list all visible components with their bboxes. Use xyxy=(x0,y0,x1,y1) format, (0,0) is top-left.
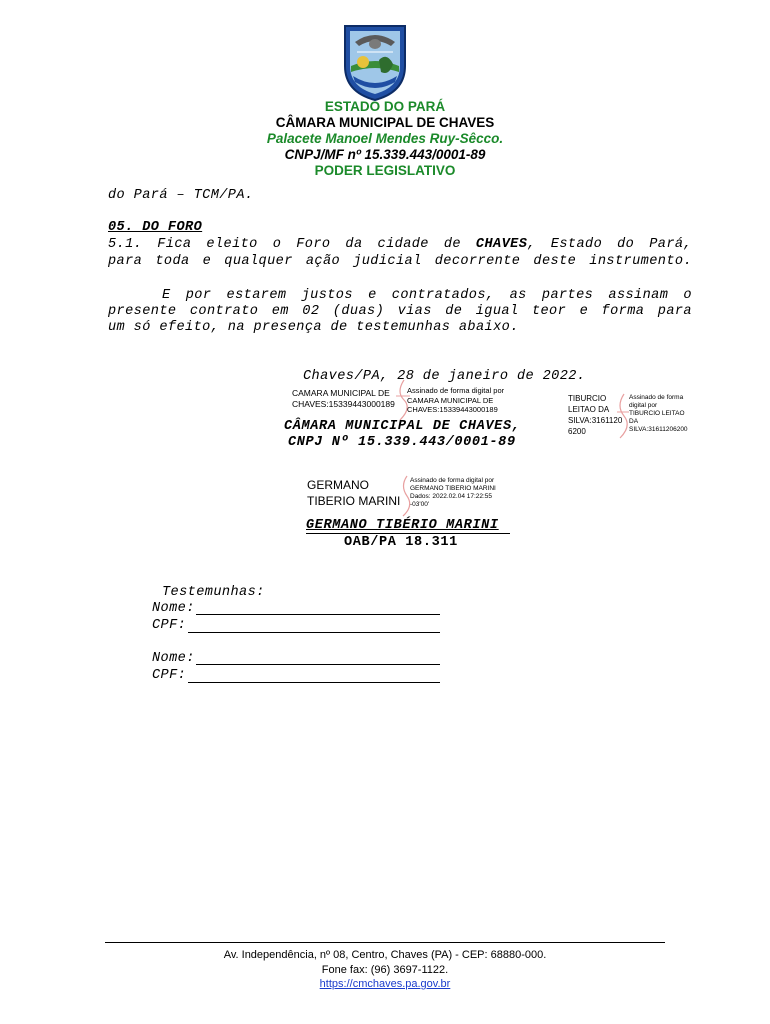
germano-signer-name: GERMANO TIBERIO MARINI xyxy=(307,478,401,508)
footer-website-link[interactable]: https://cmchaves.pa.gov.br xyxy=(319,978,451,990)
witness-1-name-line xyxy=(196,614,440,615)
footer-divider xyxy=(105,942,665,943)
place-date: Chaves/PA, 28 de janeiro de 2022. xyxy=(303,369,586,384)
germano-digital-stamp: Assinado de forma digital por GERMANO TIBERIO MARINI Dados: 2022.02.04 17:22:55 -03'00' xyxy=(410,477,496,508)
witness-1-cpf-label: CPF: xyxy=(152,618,187,633)
carry-over-text: do Pará – TCM/PA. xyxy=(108,188,254,203)
clause-line-1-a: 5.1. Fica eleito o Foro da cidade de xyxy=(108,237,461,252)
camara-printed-id: CNPJ Nº 15.339.443/0001-89 xyxy=(288,435,516,450)
witness-2-name-label: Nome: xyxy=(152,651,195,666)
header-palace: Palacete Manoel Mendes Ruy-Sêcco. xyxy=(266,131,504,146)
witness-1-cpf-line xyxy=(188,632,440,633)
section-title: 05. DO FORO xyxy=(108,220,203,235)
tiburcio-signer-name: TIBURCIO LEITAO DA SILVA:3161120 6200 xyxy=(568,394,623,436)
witness-1-name-label: Nome: xyxy=(152,601,195,616)
witness-2-cpf-label: CPF: xyxy=(152,668,187,683)
footer-phone: Fone fax: (96) 3697-1122. xyxy=(321,964,449,976)
germano-printed-name: GERMANO TIBÉRIO MARINI xyxy=(306,518,499,533)
clause-line-1 xyxy=(108,237,692,252)
clause-city: CHAVES xyxy=(475,237,528,252)
tiburcio-digital-stamp: Assinado de forma digital por TIBURCIO LEITAO DA SILVA:31611206200 xyxy=(629,394,688,433)
header-cnpj: CNPJ/MF nº 15.339.443/0001-89 xyxy=(284,147,486,162)
germano-printed-oab: OAB/PA 18.311 xyxy=(344,535,458,550)
witness-2-cpf-line xyxy=(188,682,440,683)
camara-signer-name: CAMARA MUNICIPAL DE CHAVES:15339443000189 xyxy=(292,388,395,409)
closing-line-2: presente contrato em 02 (duas) vias de igual teor e forma para xyxy=(108,304,692,319)
camara-digital-stamp: Assinado de forma digital por CAMARA MUNICIPAL DE CHAVES:15339443000189 xyxy=(407,386,505,414)
witness-2-name-line xyxy=(196,664,440,665)
clause-line-1-b: , Estado do Pará, xyxy=(527,237,692,252)
header-branch: PODER LEGISLATIVO xyxy=(314,163,456,178)
footer-website-container xyxy=(0,977,770,991)
header-chamber: CÂMARA MUNICIPAL DE CHAVES xyxy=(275,115,495,130)
footer-address: Av. Independência, nº 08, Centro, Chaves (PA) - CEP: 68880-000. xyxy=(223,949,547,961)
clause-line-2: para toda e qualquer ação judicial decorrente deste instrumento. xyxy=(108,254,692,269)
camara-printed-name: CÂMARA MUNICIPAL DE CHAVES, xyxy=(284,419,521,434)
witnesses-title: Testemunhas: xyxy=(162,585,265,600)
germano-signature-line xyxy=(306,533,510,534)
closing-line-1: E por estarem justos e contratados, as partes assinam o xyxy=(162,288,692,303)
coat-of-arms-crest xyxy=(341,20,409,102)
closing-line-3: um só efeito, na presença de testemunhas abaixo. xyxy=(108,320,519,335)
header-state: ESTADO DO PARÁ xyxy=(324,99,446,114)
